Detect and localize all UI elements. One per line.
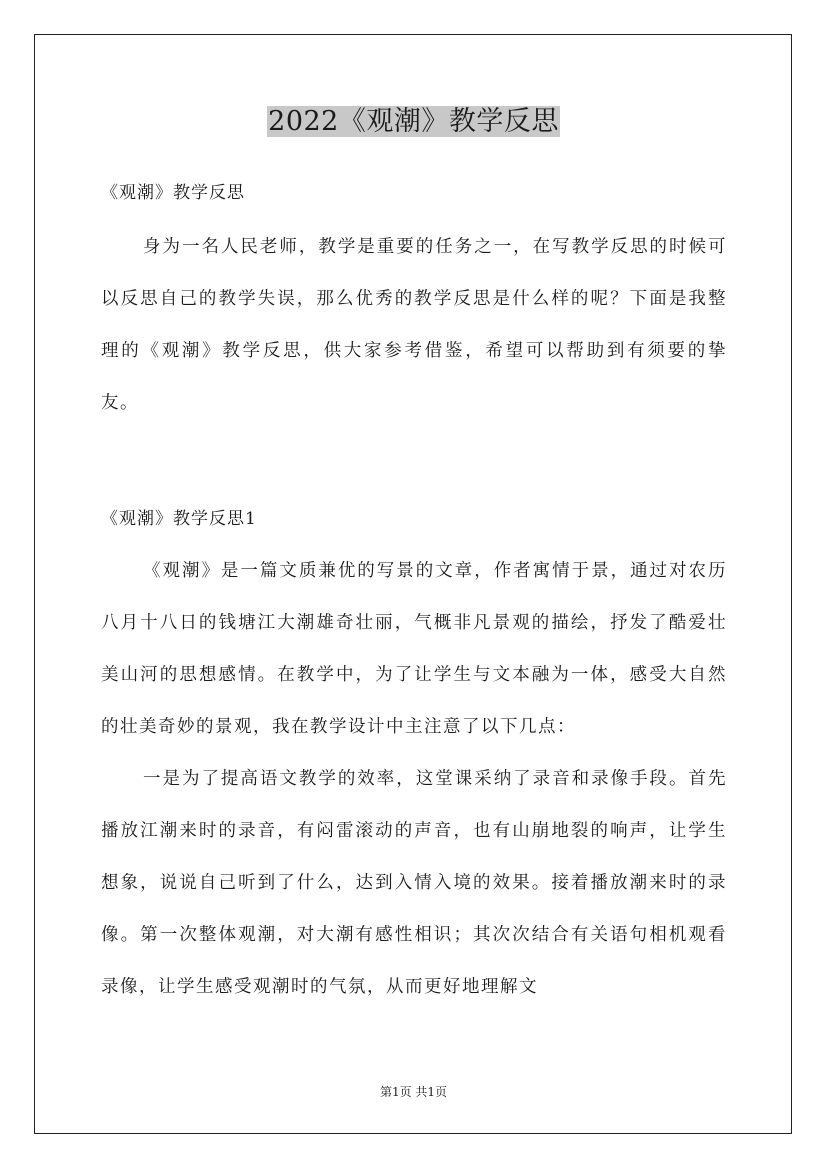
intro-paragraph: 身为一名人民老师，教学是重要的任务之一，在写教学反思的时候可以反思自己的教学失误，那么优秀的教学反思是什么样的呢？下面是我整理的《观潮》教学反思，供大家参考借鉴，希望可以帮助到有须要的挚友。 — [101, 237, 727, 413]
body-paragraph-2: 一是为了提高语文教学的效率，这堂课采纳了录音和录像手段。首先播放江潮来时的录音，有闷雷滚动的声音，也有山崩地裂的响声，让学生想象，说说自己听到了什么，达到入情入境的效果。接着播放潮来时的录像。第一次整体观潮，对大潮有感性相识；其次次结合有关语句相机观看录像，让学生感受观潮时的气氛，从而更好地理解文 — [101, 769, 727, 997]
document-subtitle: 《观潮》教学反思 — [101, 183, 245, 203]
document-title — [0, 100, 827, 142]
document-title-text: 2022《观潮》教学反思 — [268, 106, 559, 137]
body-paragraph-1: 《观潮》是一篇文质兼优的写景的文章，作者寓情于景，通过对农历八月十八日的钱塘江大潮雄奇壮丽，气概非凡景观的描绘，抒发了酷爱壮美山河的思想感情。在教学中，为了让学生与文本融为一体，感受大自然的壮美奇妙的景观，我在教学设计中主注意了以下几点： — [101, 561, 727, 737]
section-heading: 《观潮》教学反思1 — [101, 509, 257, 529]
page-footer: 第1页 共1页 — [379, 1085, 448, 1099]
